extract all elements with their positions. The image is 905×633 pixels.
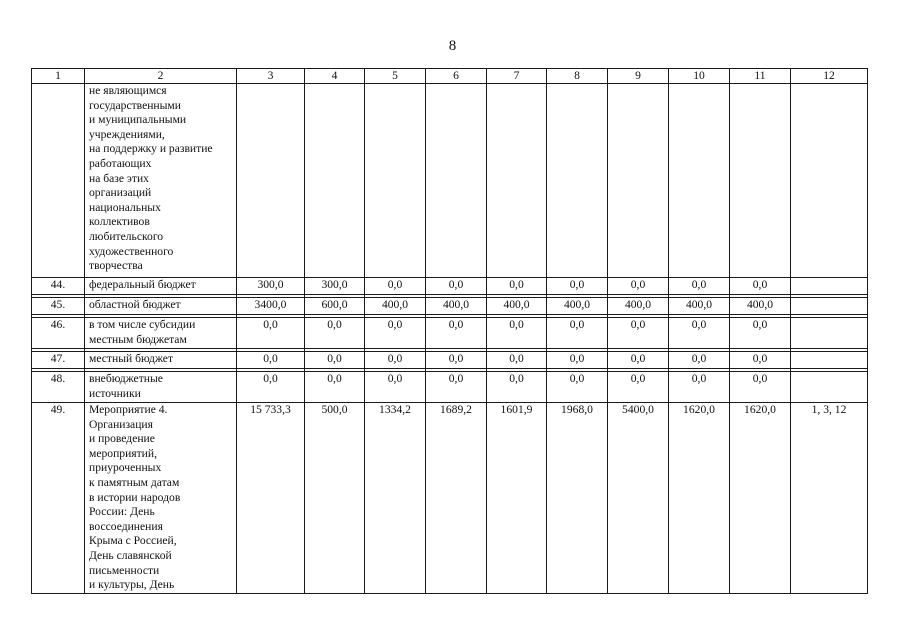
row-number-cell: 46. <box>32 318 85 349</box>
value-cell: 0,0 <box>487 372 547 403</box>
value-cell <box>487 84 547 278</box>
column-header: 6 <box>426 69 487 84</box>
value-cell: 0,0 <box>669 372 730 403</box>
value-cell: 0,0 <box>669 278 730 295</box>
table-row <box>32 352 868 369</box>
column-header: 2 <box>85 69 237 84</box>
value-cell: 0,0 <box>669 352 730 369</box>
row-name-cell: федеральный бюджет <box>85 278 237 295</box>
value-cell: 0,0 <box>305 352 365 369</box>
value-cell: 400,0 <box>365 298 426 315</box>
row-name-cell: Мероприятие 4. Организация и проведение мероприятий, приуроченных к памятным датам в истории народов России: День воссоединения Крыма с Россией, День славянской письменности и культуры, День <box>85 403 237 594</box>
row-number-cell: 49. <box>32 403 85 594</box>
value-cell: 400,0 <box>487 298 547 315</box>
value-cell: 1601,9 <box>487 403 547 594</box>
value-cell: 3400,0 <box>237 298 305 315</box>
value-cell: 0,0 <box>547 278 608 295</box>
value-cell <box>669 84 730 278</box>
value-cell: 0,0 <box>365 352 426 369</box>
value-cell: 0,0 <box>669 318 730 349</box>
value-cell: 0,0 <box>730 372 791 403</box>
value-cell: 0,0 <box>730 278 791 295</box>
value-cell: 0,0 <box>487 352 547 369</box>
value-cell <box>426 84 487 278</box>
column-header: 7 <box>487 69 547 84</box>
value-cell <box>547 84 608 278</box>
column-header: 9 <box>608 69 669 84</box>
value-cell: 0,0 <box>237 372 305 403</box>
value-cell: 0,0 <box>237 352 305 369</box>
budget-table <box>31 68 868 594</box>
table-row <box>32 403 868 594</box>
table-row <box>32 372 868 403</box>
table-body <box>32 69 868 594</box>
row-number-cell: 48. <box>32 372 85 403</box>
value-cell: 0,0 <box>730 352 791 369</box>
value-cell: 0,0 <box>608 318 669 349</box>
value-cell: 0,0 <box>426 352 487 369</box>
value-cell: 400,0 <box>608 298 669 315</box>
note-cell <box>791 298 868 315</box>
value-cell: 0,0 <box>547 318 608 349</box>
table-row <box>32 318 868 349</box>
value-cell: 600,0 <box>305 298 365 315</box>
value-cell: 400,0 <box>426 298 487 315</box>
row-number-cell: 44. <box>32 278 85 295</box>
value-cell: 0,0 <box>426 372 487 403</box>
note-cell <box>791 318 868 349</box>
value-cell: 0,0 <box>547 372 608 403</box>
value-cell: 300,0 <box>305 278 365 295</box>
value-cell: 1968,0 <box>547 403 608 594</box>
column-header: 1 <box>32 69 85 84</box>
column-header: 4 <box>305 69 365 84</box>
column-header: 10 <box>669 69 730 84</box>
table-row <box>32 278 868 295</box>
value-cell: 0,0 <box>365 318 426 349</box>
column-header: 3 <box>237 69 305 84</box>
value-cell <box>608 84 669 278</box>
value-cell <box>237 84 305 278</box>
value-cell: 0,0 <box>426 318 487 349</box>
value-cell: 400,0 <box>547 298 608 315</box>
value-cell: 0,0 <box>487 278 547 295</box>
row-name-cell: местный бюджет <box>85 352 237 369</box>
value-cell: 1620,0 <box>730 403 791 594</box>
page-number: 8 <box>448 38 457 54</box>
table-row <box>32 298 868 315</box>
note-cell <box>791 352 868 369</box>
note-cell <box>791 84 868 278</box>
note-cell: 1, 3, 12 <box>791 403 868 594</box>
value-cell: 0,0 <box>730 318 791 349</box>
row-number-cell: 45. <box>32 298 85 315</box>
value-cell: 0,0 <box>237 318 305 349</box>
value-cell <box>305 84 365 278</box>
value-cell: 500,0 <box>305 403 365 594</box>
value-cell: 0,0 <box>608 278 669 295</box>
value-cell: 0,0 <box>547 352 608 369</box>
row-name-cell: областной бюджет <box>85 298 237 315</box>
value-cell: 1334,2 <box>365 403 426 594</box>
table-row <box>32 84 868 278</box>
value-cell: 1620,0 <box>669 403 730 594</box>
value-cell: 1689,2 <box>426 403 487 594</box>
value-cell: 400,0 <box>730 298 791 315</box>
value-cell: 5400,0 <box>608 403 669 594</box>
value-cell: 0,0 <box>305 372 365 403</box>
table-header-row <box>32 69 868 84</box>
note-cell <box>791 278 868 295</box>
value-cell: 0,0 <box>365 278 426 295</box>
value-cell: 400,0 <box>669 298 730 315</box>
note-cell <box>791 372 868 403</box>
value-cell: 0,0 <box>365 372 426 403</box>
row-name-cell: внебюджетные источники <box>85 372 237 403</box>
row-number-cell: 47. <box>32 352 85 369</box>
value-cell: 0,0 <box>487 318 547 349</box>
column-header: 11 <box>730 69 791 84</box>
value-cell <box>365 84 426 278</box>
row-name-cell: в том числе субсидии местным бюджетам <box>85 318 237 349</box>
column-header: 5 <box>365 69 426 84</box>
row-number-cell <box>32 84 85 278</box>
value-cell: 0,0 <box>305 318 365 349</box>
column-header: 8 <box>547 69 608 84</box>
value-cell: 300,0 <box>237 278 305 295</box>
value-cell: 0,0 <box>426 278 487 295</box>
value-cell: 15 733,3 <box>237 403 305 594</box>
value-cell: 0,0 <box>608 372 669 403</box>
value-cell: 0,0 <box>608 352 669 369</box>
column-header: 12 <box>791 69 868 84</box>
value-cell <box>730 84 791 278</box>
row-name-cell: не являющимся государственными и муниципальными учреждениями, на поддержку и развитие работающих на базе этих организаций национальных коллективов любительского художественного творчества <box>85 84 237 278</box>
